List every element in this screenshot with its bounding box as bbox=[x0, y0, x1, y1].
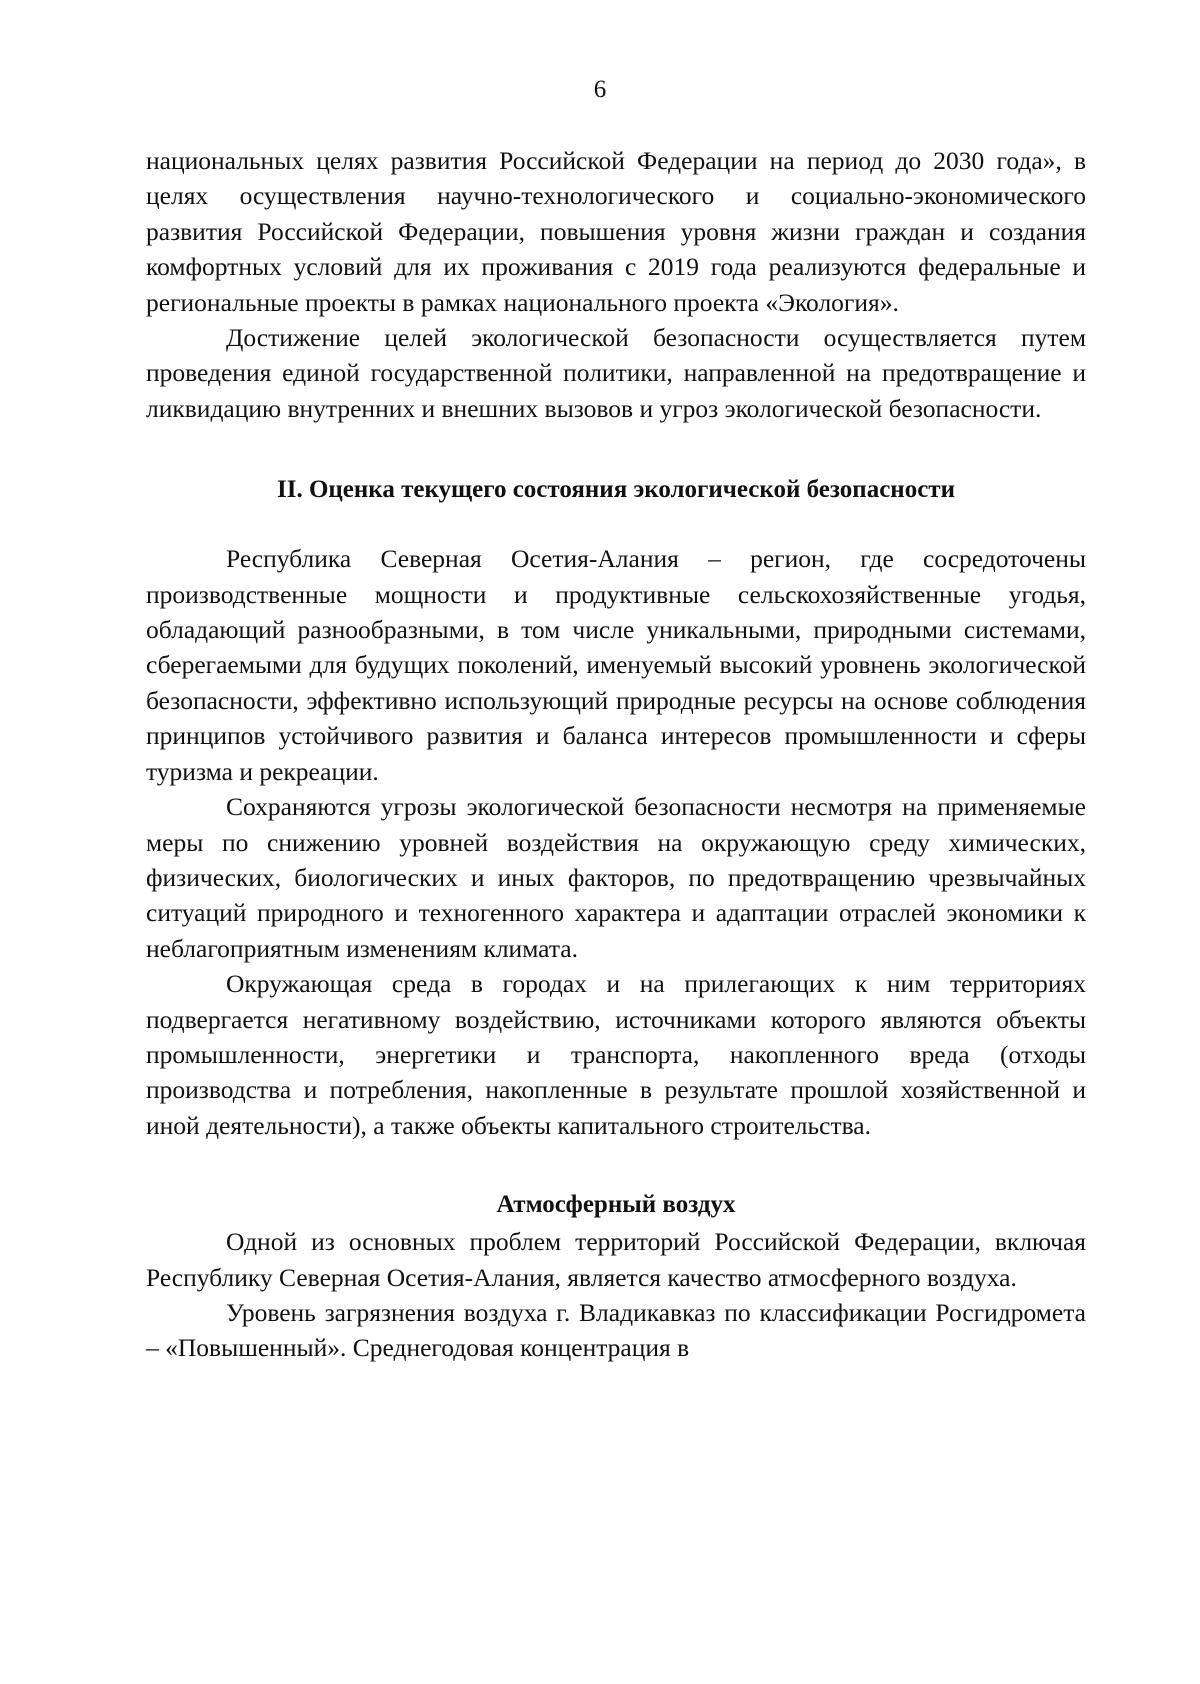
intro-paragraph: национальных целях развития Российской Федерации на период до 2030 года», в целях осуществления научно-технологического и социально-экономического развития Российской Федерации, повышения уровня жизни граждан и создания комфортных условий для их проживания с 2019 года реализуются федеральные и региональные проекты в рамках национального проекта «Экология». bbox=[146, 146, 1086, 317]
document-body bbox=[146, 143, 1086, 1366]
section-heading: II. Оценка текущего состояния экологической безопасности bbox=[277, 476, 955, 504]
subsection-heading: Атмосферный воздух bbox=[496, 1191, 736, 1219]
body-paragraph: Одной из основных проблем территорий Российской Федерации, включая Республику Северная Осетия-Алания, является качество атмосферного воздуха. bbox=[146, 1227, 1086, 1292]
body-paragraph: Сохраняются угрозы экологической безопасности несмотря на применяемые меры по снижению уровней воздействия на окружающую среду химических, физических, биологических и иных факторов, по предотвращению чрезвычайных ситуаций природного и техногенного характера и адаптации отраслей экономики к неблагоприятным изменениям климата. bbox=[146, 792, 1086, 963]
body-paragraph: Республика Северная Осетия-Алания – регион, где сосредоточены производственные мощности и продуктивные сельскохозяйственные угодья, обладающий разнообразными, в том числе уникальными, природными системами, сберегаемыми для будущих поколений, именуемый высокий уровнень экологической безопасности, эффективно использующий природные ресурсы на основе соблюдения принципов устойчивого развития и баланса интересов промышленности и сферы туризма и рекреации. bbox=[146, 544, 1086, 786]
intro-paragraph: Достижение целей экологической безопасности осуществляется путем проведения единой государственной политики, направленной на предотвращение и ликвидацию внутренних и внешних вызовов и угроз экологической безопасности. bbox=[146, 323, 1086, 423]
body-paragraph: Уровень загрязнения воздуха г. Владикавказ по классификации Росгидромета – «Повышенный». Среднегодовая концентрация в bbox=[146, 1297, 1086, 1363]
body-paragraph: Окружающая среда в городах и на прилегающих к ним территориях подвергается негативному воздействию, источниками которого являются объекты промышленности, энергетики и транспорта, накопленного вреда (отходы производства и потребления, накопленные в результате прошлой хозяйственной и иной деятельности), а также объекты капитального строительства. bbox=[146, 969, 1086, 1140]
page-number: 6 bbox=[593, 76, 607, 103]
